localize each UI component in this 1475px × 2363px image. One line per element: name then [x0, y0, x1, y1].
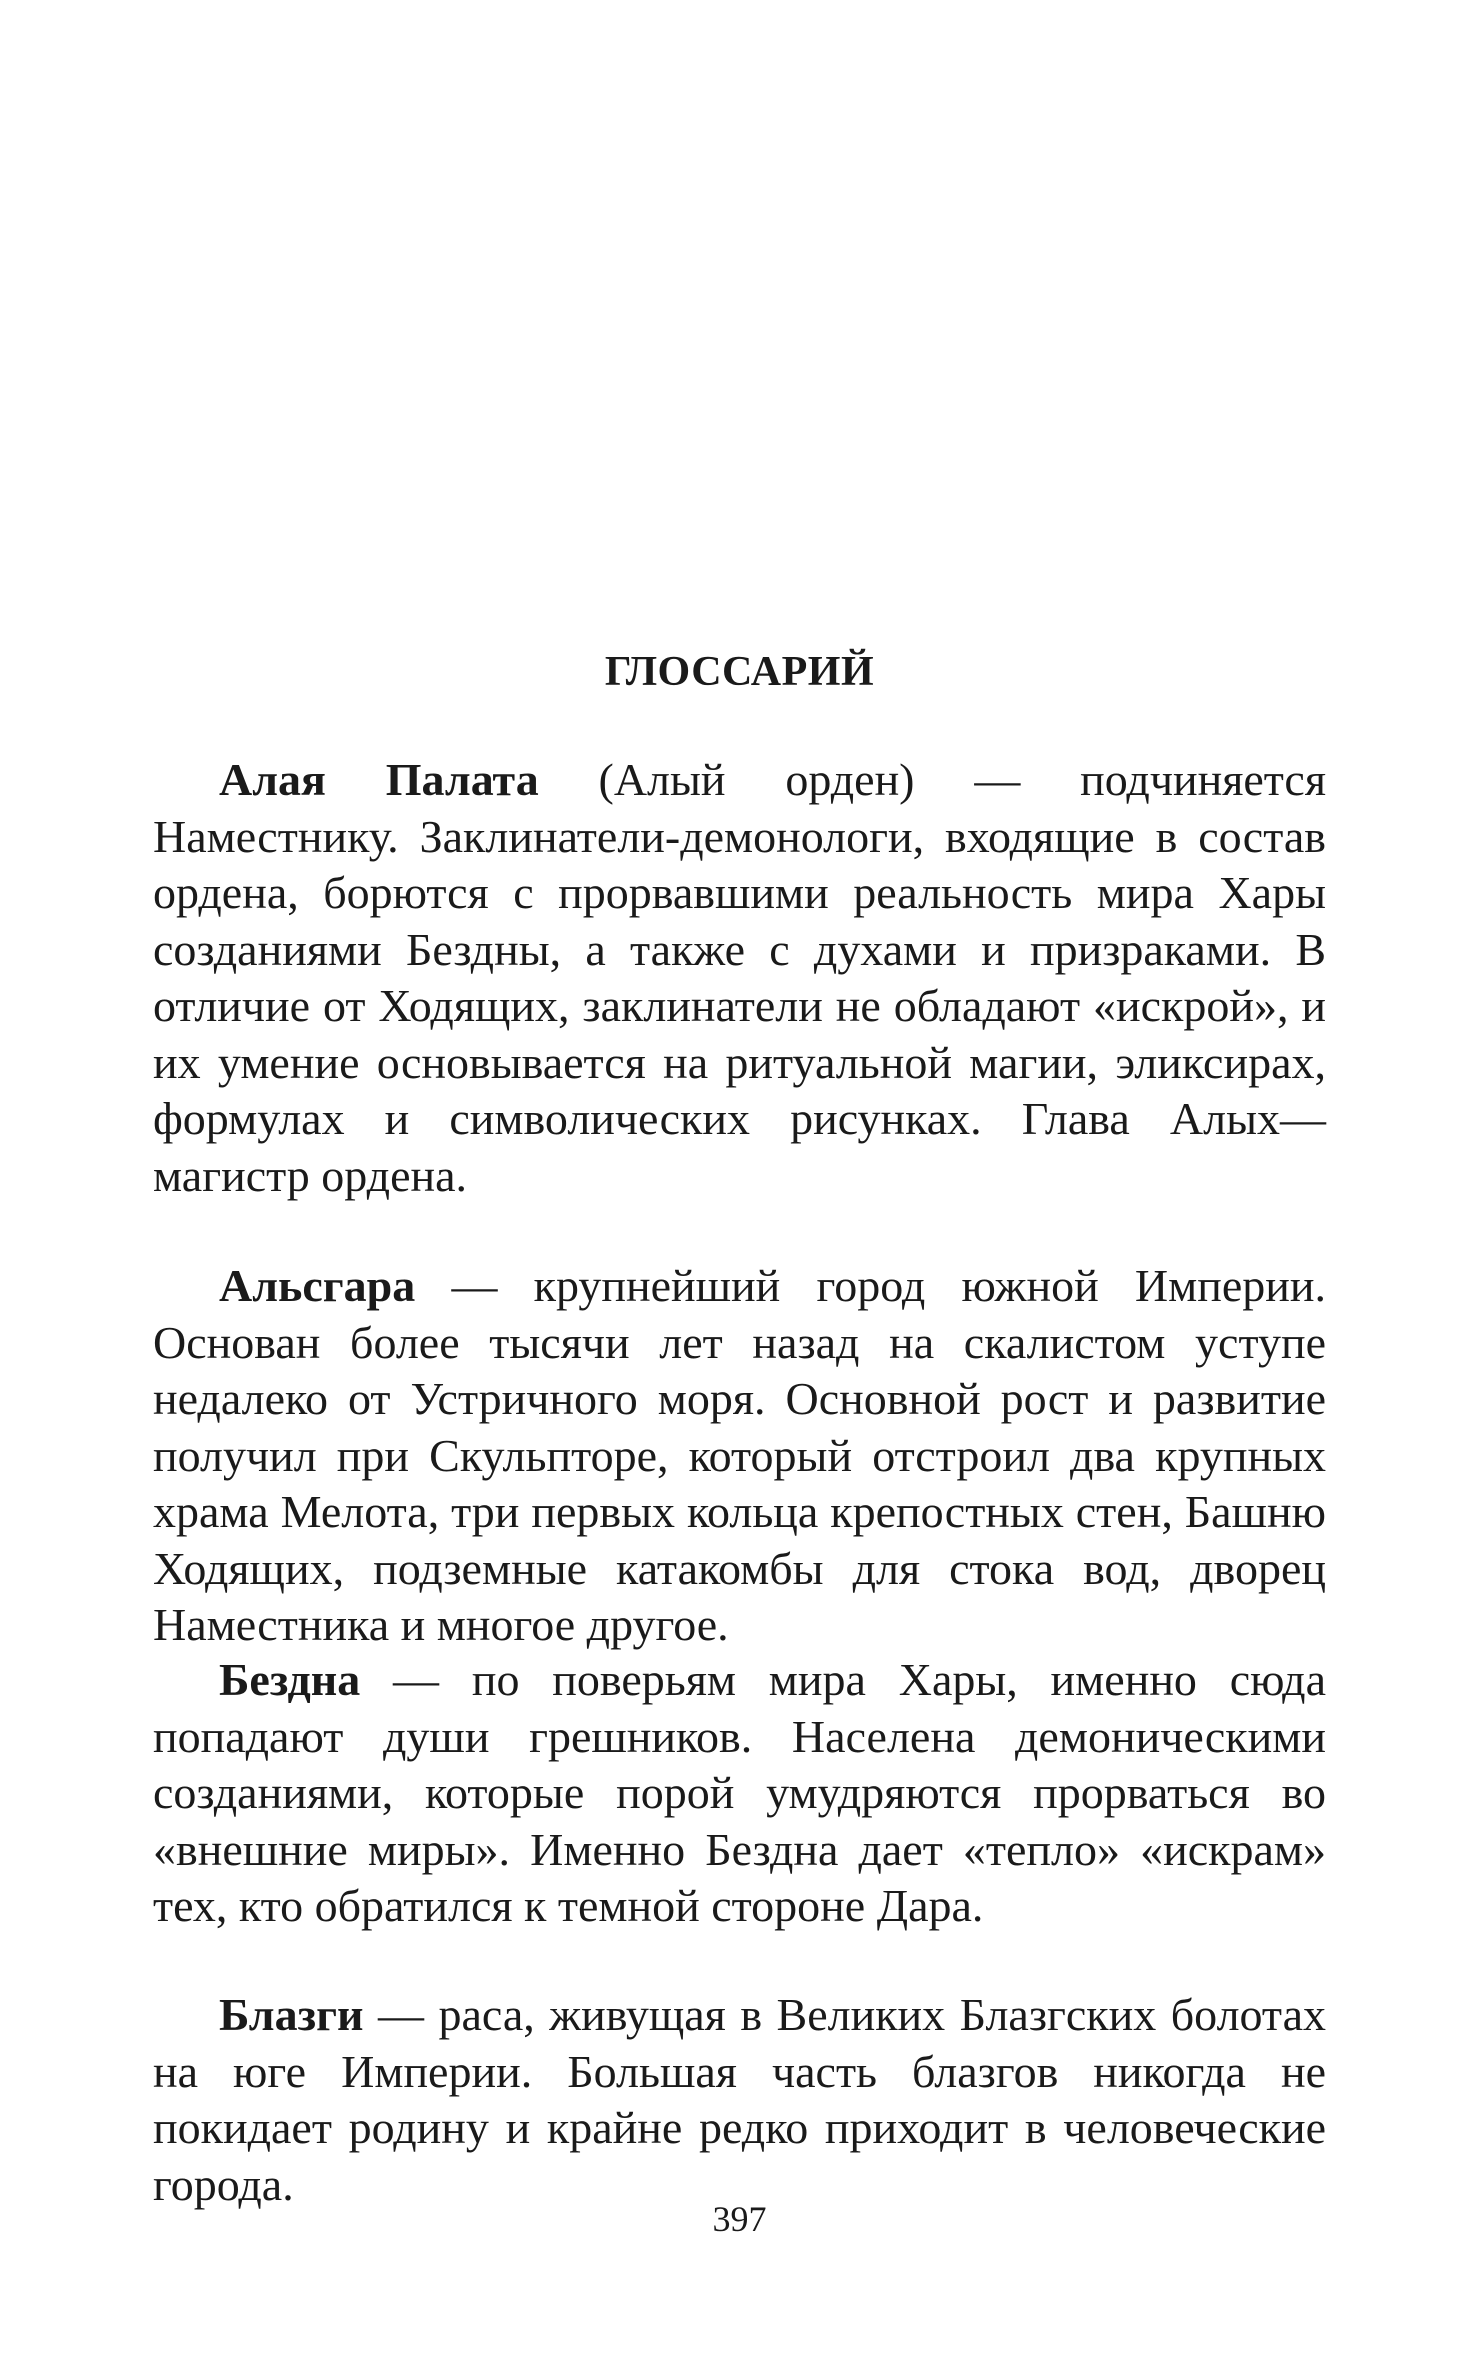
page-number: 397: [712, 2199, 767, 2239]
glossary-definition: (Алый орден) — подчиняется Наместнику. Заклинатели-демонологи, входящие в состав ордена, борются с прорвавшими реальность мира Хары созданиями Бездны, а также с духами и призраками. В отличие от Ходящих, заклинатели не обладают «искрой», и их умение основывается на ритуальной магии, эликсирах, формулах и символических рисунках. Глава Алых— магистр ордена.: [153, 754, 1327, 1201]
glossary-entry: [153, 752, 1326, 1204]
glossary-entry: [153, 1258, 1326, 1654]
glossary-term: Бездна: [219, 1654, 361, 1705]
glossary-definition: — крупнейший город южной Империи. Основан более тысячи лет назад на скалистом уступе недалеко от Устричного моря. Основной рост и развитие получил при Скульпторе, который отстроил два крупных храма Мелота, три первых кольца крепостных стен, Башню Ходящих, подземные катакомбы для стока вод, дворец Наместника и многое другое.: [153, 1260, 1326, 1650]
glossary-entry: [153, 1987, 1326, 2213]
glossary-term: Алая Палата: [219, 754, 539, 805]
book-page: [153, 0, 1326, 2363]
glossary-term: Блазги: [219, 1989, 364, 2040]
glossary-entry: [153, 1652, 1326, 1935]
glossary-term: Альсгара: [219, 1260, 416, 1311]
page-title: ГЛОССАРИЙ: [604, 649, 875, 695]
glossary-definition: — раса, живущая в Великих Блазгских болотах на юге Империи. Большая часть блазгов никогда не покидает родину и крайне редко приходит в человеческие города.: [153, 1989, 1326, 2210]
glossary-definition: — по поверьям мира Хары, именно сюда попадают души грешников. Населена демоническими созданиями, которые порой умудряются прорваться во «внешние миры». Именно Бездна дает «тепло» «искрам» тех, кто обратился к темной стороне Дара.: [153, 1654, 1326, 1931]
